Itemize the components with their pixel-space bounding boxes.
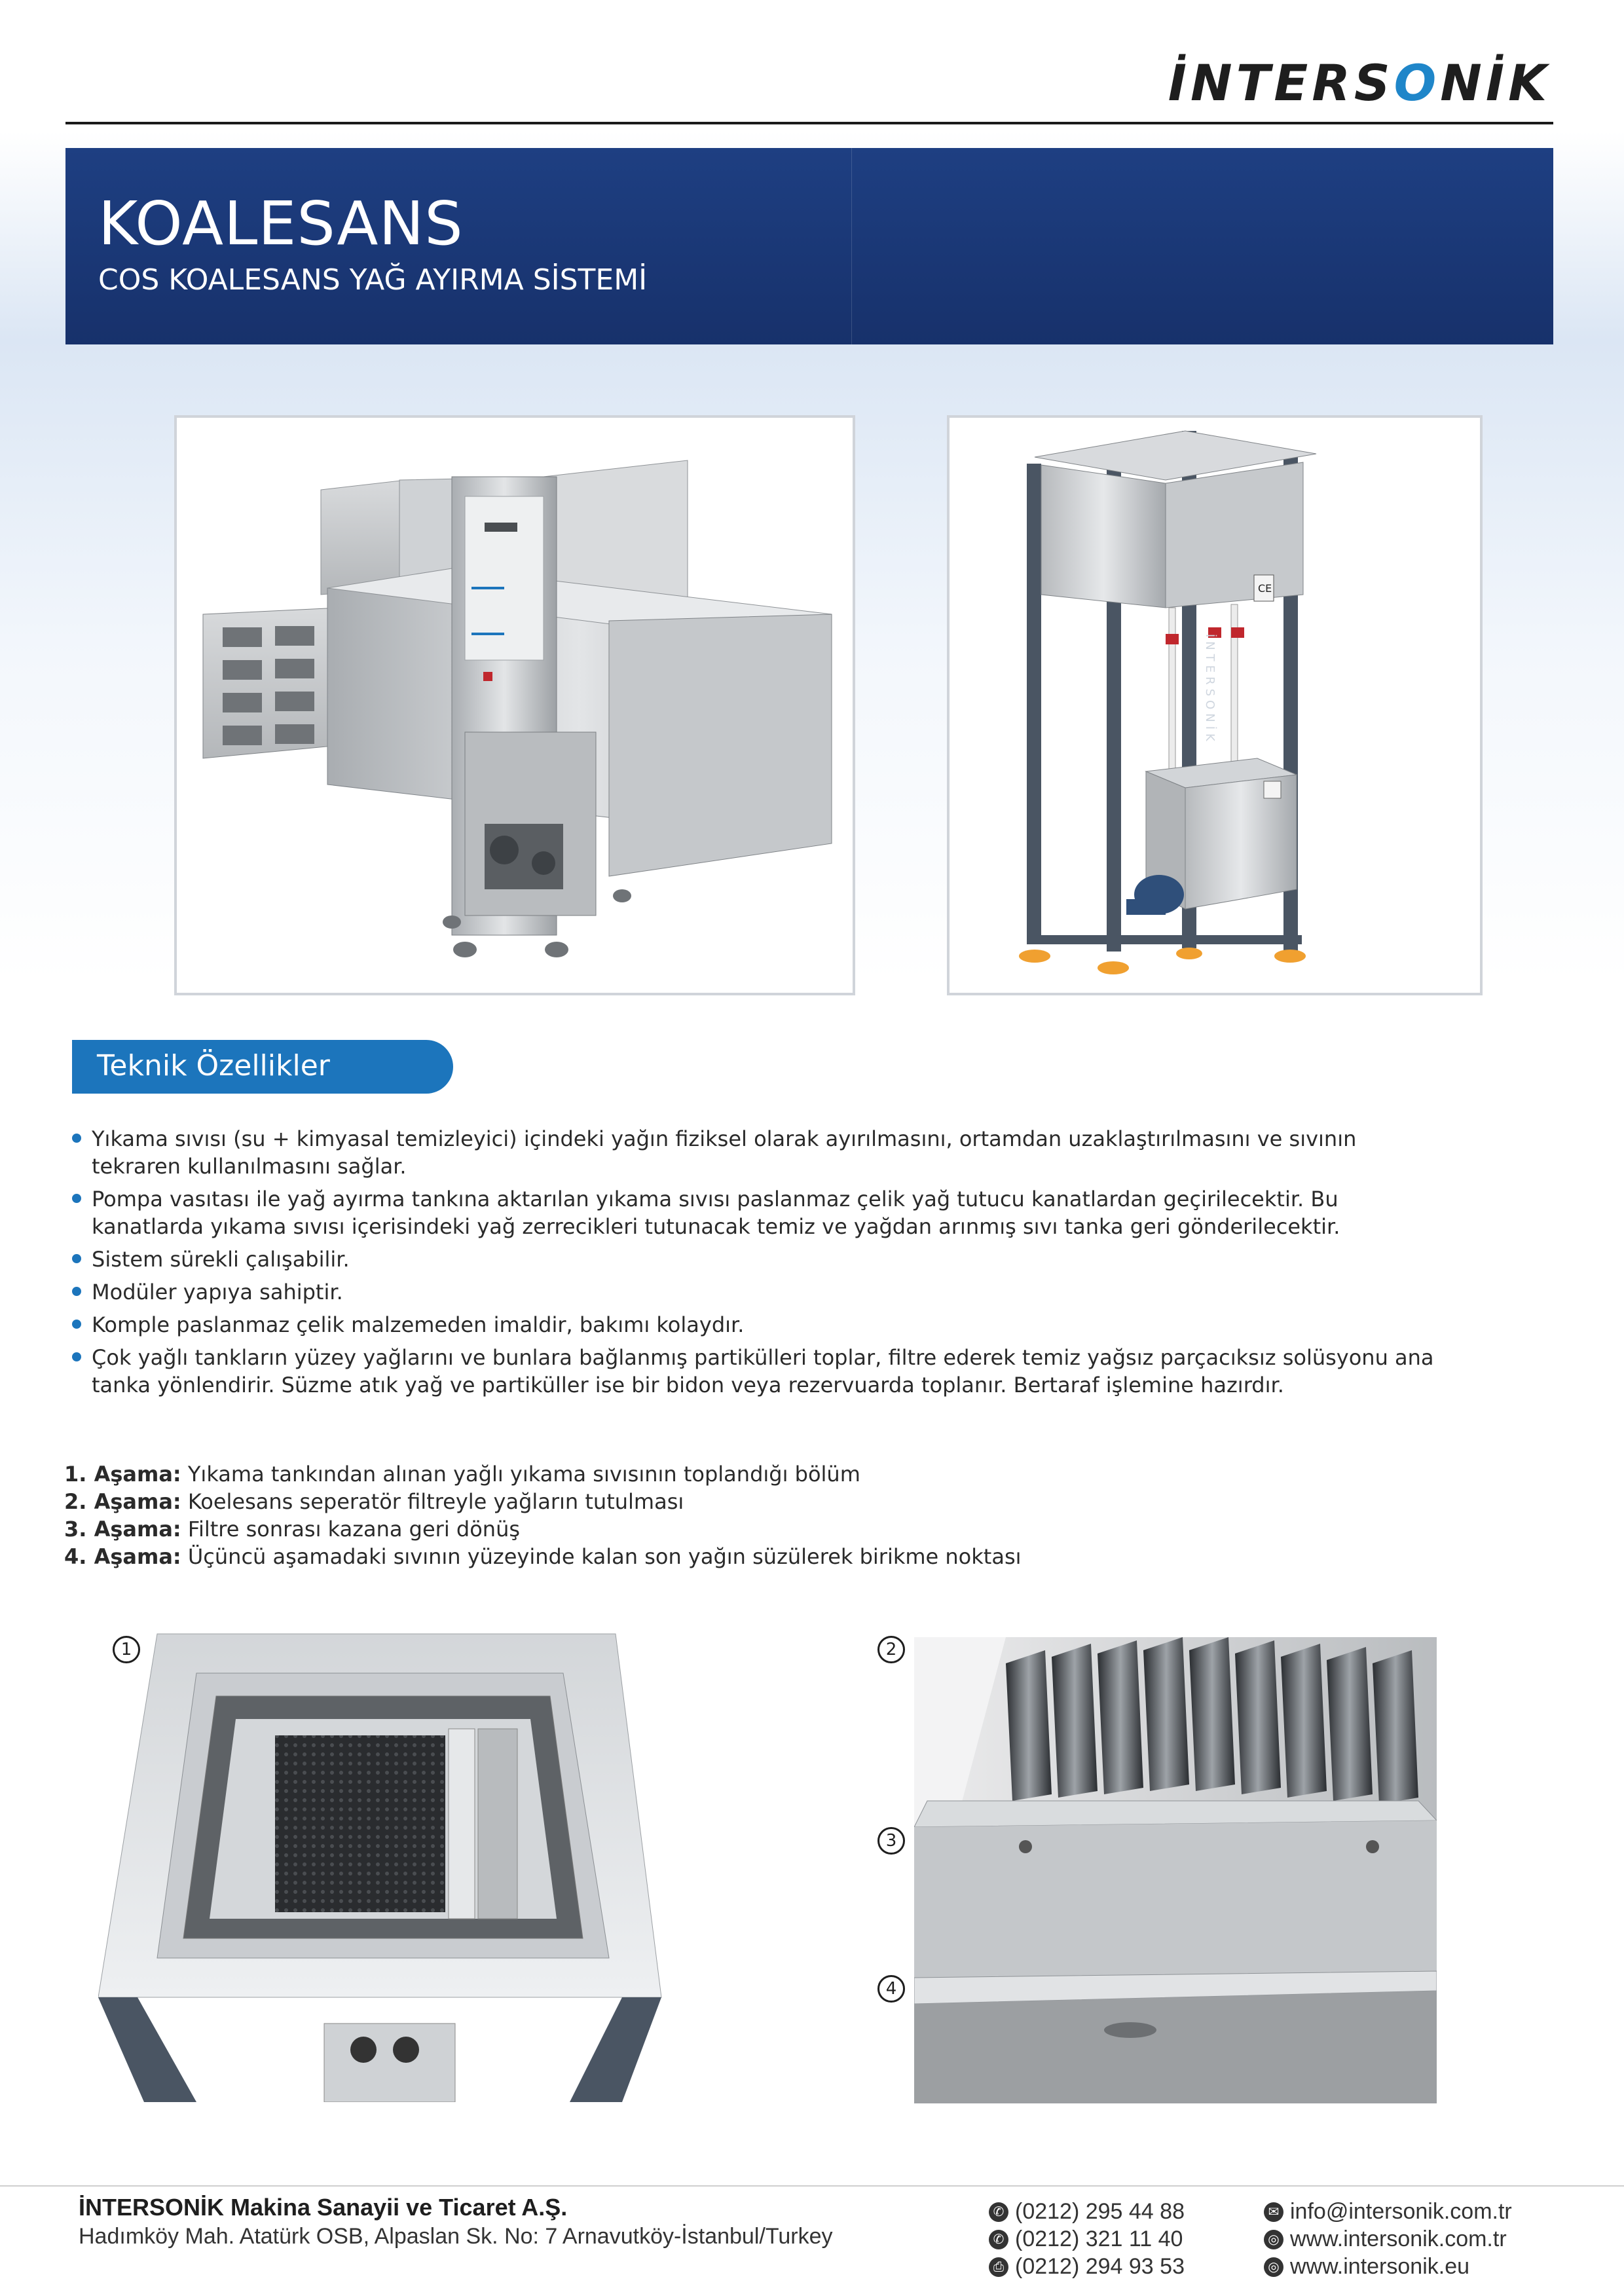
fax-icon: ⎙: [989, 2257, 1008, 2277]
feature-item: Komple paslanmaz çelik malzemeden imaldir, bakımı kolaydır.: [71, 1311, 1446, 1339]
stage-item: 1. Aşama: Yıkama tankından alınan yağlı yıkama sıvısının toplandığı bölüm: [64, 1462, 860, 1487]
globe-icon: ◎: [1264, 2230, 1283, 2249]
marker-1: 1: [113, 1636, 140, 1663]
intersonik-logo: İNTERSONİK: [1168, 54, 1551, 112]
stage-item: 2. Aşama: Koelesans seperatör filtreyle yağların tutulması: [64, 1489, 684, 1514]
tower-brand-text: İNTERSONİK: [1203, 634, 1217, 745]
feature-item: Sistem sürekli çalışabilir.: [71, 1246, 1446, 1273]
section-heading-pill: [72, 1040, 453, 1094]
tank-top-view-photo: [98, 1631, 668, 2102]
feature-item: Çok yağlı tankların yüzey yağlarını ve bunlara bağlanmış partikülleri toplar, filtre ederek temiz yağsız parçacıksız solüsyonu ana tanka yönlendirir. Süzme atık yağ ve partiküller ise bir bidon veya rezervuarda toplanır. Bertaraf işlemine hazırdır.: [71, 1344, 1446, 1399]
company-address: Hadımköy Mah. Atatürk OSB, Alpaslan Sk. No: 7 Arnavutköy-İstanbul/Turkey: [79, 2224, 833, 2249]
email-link[interactable]: ✉ info@intersonik.com.tr: [1264, 2199, 1512, 2225]
marker-4: 4: [877, 1975, 905, 2003]
page-subtitle: COS KOALESANS YAĞ AYIRMA SİSTEMİ: [98, 263, 648, 297]
website-link-tr[interactable]: ◎ www.intersonik.com.tr: [1264, 2227, 1507, 2252]
phone-icon: ✆: [989, 2230, 1008, 2249]
ce-mark: CE: [1258, 582, 1272, 595]
page-title: KOALESANS: [98, 189, 464, 259]
stage-item: 3. Aşama: Filtre sonrası kazana geri dönüş: [64, 1517, 521, 1542]
company-name: İNTERSONİK Makina Sanayii ve Ticaret A.Ş.: [79, 2194, 568, 2221]
machine-photo-main: [174, 415, 855, 995]
stage-item: 4. Aşama: Üçüncü aşamadaki sıvının yüzeyinde kalan son yağın süzülerek birikme noktası: [64, 1544, 1022, 1569]
phone-icon: ✆: [989, 2202, 1008, 2222]
phone-1: ✆ (0212) 295 44 88: [989, 2199, 1185, 2225]
title-banner: [65, 148, 1553, 344]
website-link-eu[interactable]: ◎ www.intersonik.eu: [1264, 2254, 1469, 2280]
footer-divider: [0, 2185, 1624, 2187]
globe-icon: ◎: [1264, 2257, 1283, 2277]
marker-2: 2: [877, 1636, 905, 1663]
header-divider: [65, 122, 1553, 124]
feature-item: Yıkama sıvısı (su + kimyasal temizleyici) içindeki yağın fiziksel olarak ayırılmasını, ortamdan uzaklaştırılmasını ve sıvının tekraren kullanılmasını sağlar.: [71, 1125, 1446, 1180]
coalescing-filter-photo: [914, 1637, 1437, 2103]
phone-2: ✆ (0212) 321 11 40: [989, 2227, 1183, 2252]
feature-item: Pompa vasıtası ile yağ ayırma tankına aktarılan yıkama sıvısı paslanmaz çelik yağ tutucu kanatlardan geçirilecektir. Bu kanatlarda yıkama sıvısı içerisindeki yağ zerrecikleri tutunacak temiz ve yağdan arınmış sıvı tanka geri gönderilecektir.: [71, 1185, 1446, 1240]
mail-icon: ✉: [1264, 2202, 1283, 2222]
fax-number: ⎙ (0212) 294 93 53: [989, 2254, 1185, 2280]
machine-photo-tower: [947, 415, 1483, 995]
feature-item: Modüler yapıya sahiptir.: [71, 1278, 1446, 1306]
section-heading: Teknik Özellikler: [97, 1049, 330, 1082]
feature-list: [71, 1125, 1446, 1404]
marker-3: 3: [877, 1827, 905, 1855]
stage-list: [64, 1460, 1374, 1570]
